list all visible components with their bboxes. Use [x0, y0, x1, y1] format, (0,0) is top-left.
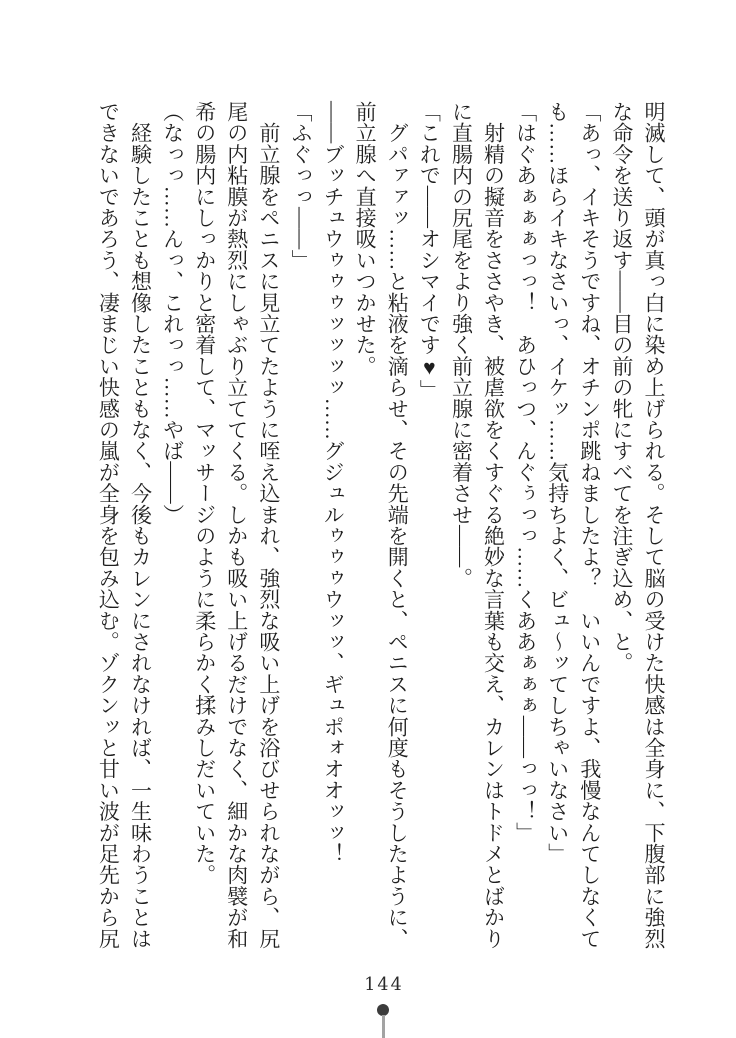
paragraph: 前立腺をペニスに見立てたように咥え込まれ、強烈な吸い上げを浴びせられながら、尻尾の内粘膜が熱烈にしゃぶり立ててくる。しかも吸い上げるだけでなく、細かな肉襞が和希の腸内にしっかりと密着して、マッサージのように柔らかく揉みしだいていた。 [192, 101, 281, 949]
page-footer [0, 970, 736, 1038]
page-text [92, 101, 670, 951]
paragraph: グパァァッ……と粘液を滴らせ、その先端を開くと、ペニスに何度もそうしたように、前立腺へ直接吸いつかせた。 [353, 101, 410, 949]
paragraph: 「これで――オシマイです♥」 [417, 101, 442, 401]
page-number: 144 [364, 975, 404, 995]
paragraph: 「ふぐっっ――」 [288, 101, 313, 271]
paragraph: 射精の擬音をささやき、被虐欲をくすぐる絶妙な言葉も交え、カレンはトドメとばかりに直腸内の尻尾をより強く前立腺に密着させ――。 [449, 101, 506, 949]
paragraph: 「あっ、イキそうですね、オチンポ跳ねましたよ？ いいんですよ、我慢なんてしなくても……ほらイキなさいっ、イケッ……気持ちよく、ビュ～ッてしちゃいなさい」 [545, 101, 602, 949]
paragraph: ――ブッチュウゥゥゥッッッッ……グジュルゥゥゥウッッ、ギュポォオオッッ！ [321, 101, 346, 865]
position-marker-stem [382, 1015, 385, 1038]
paragraph: （なっっ……んっ、これっっ……やば――） [160, 101, 185, 525]
paragraph: 明滅して、頭が真っ白に染め上げられる。そして脳の受けた快感は全身に、下腹部に強烈な命令を送り返す――目の前の牝にすべてを注ぎ込め、と。 [609, 101, 666, 949]
paragraph: 「はぐあぁぁぁっっ！ あひっつ、んぐぅっっ……くああぁぁぁ――っっ！」 [513, 101, 538, 843]
paragraph: 経験したことも想像したこともなく、今後もカレンにされなければ、一生味わうことはできないであろう、凄まじい快感の嵐が全身を包み込む。ゾクンッと甘い波が足先から尻 [96, 101, 153, 950]
